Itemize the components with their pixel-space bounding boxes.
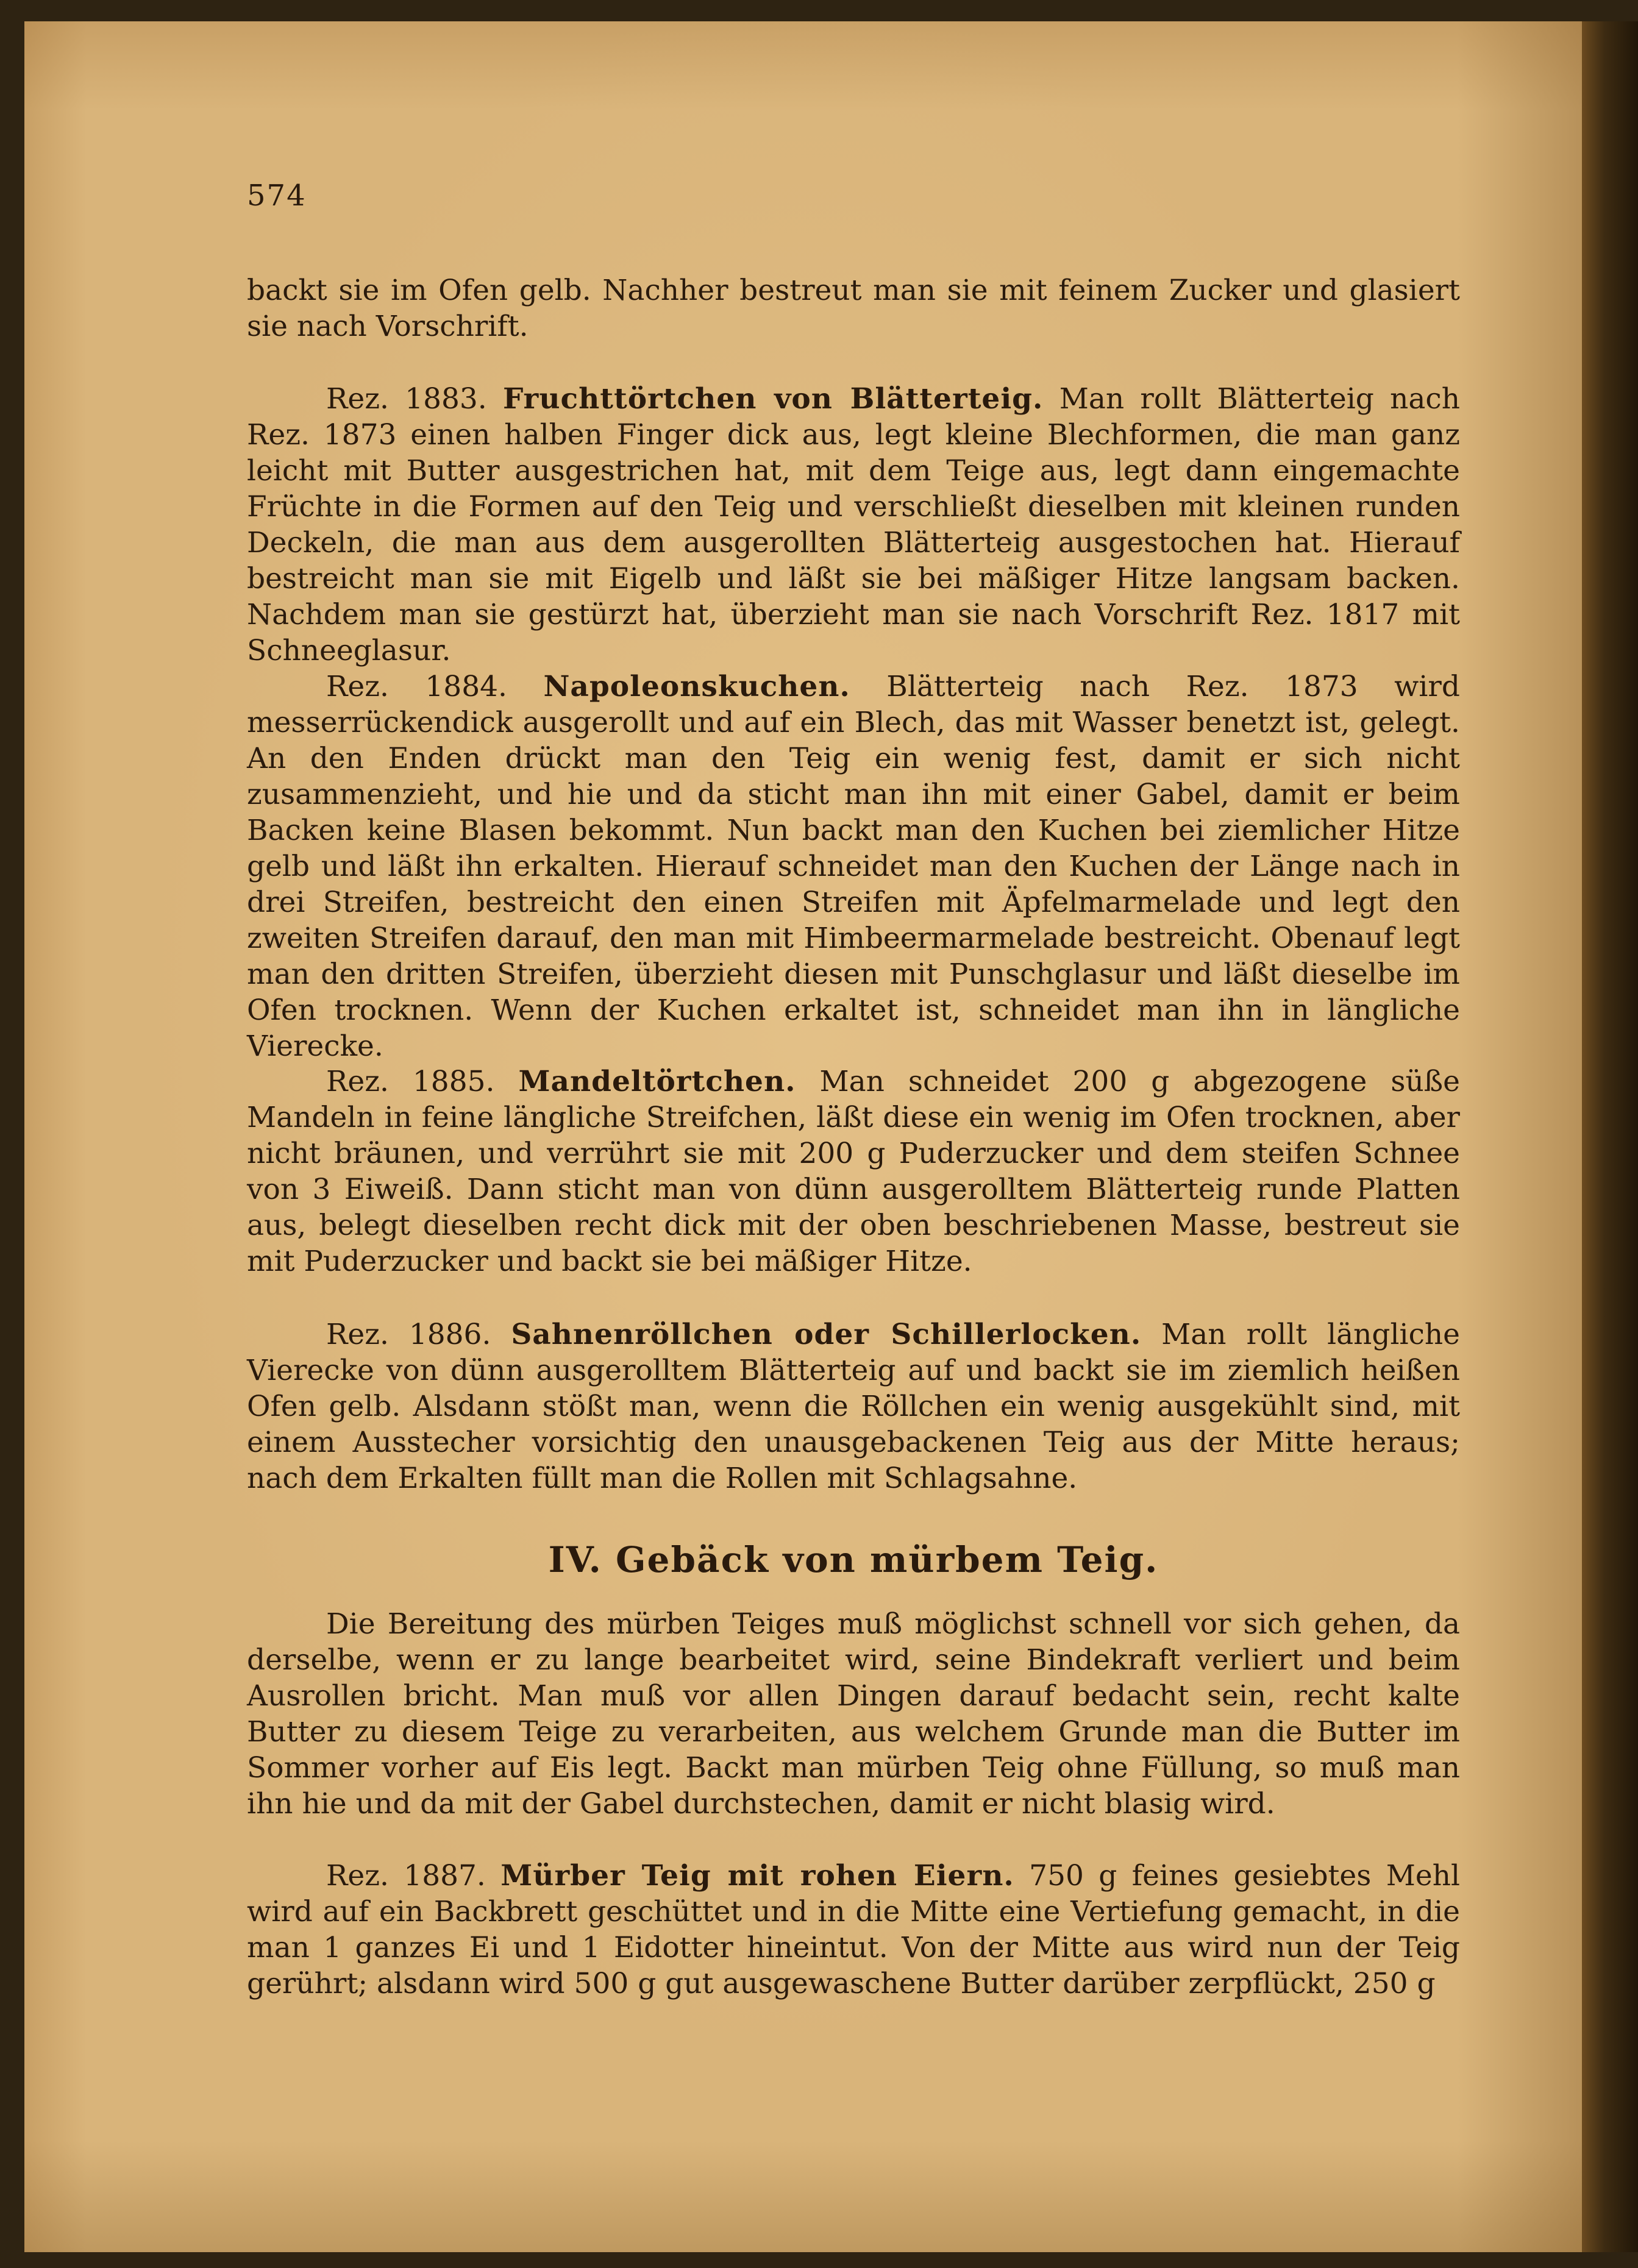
recipe-1884 xyxy=(247,669,1460,1064)
recipe-title: Mandeltörtchen. xyxy=(518,1065,796,1098)
intro-paragraph: backt sie im Ofen gelb. Nachher bestreut man sie mit feinem Zucker und glasiert sie nach Vorschrift. xyxy=(247,274,1460,343)
recipe-1883 xyxy=(247,381,1460,669)
recipe-number: Rez. 1886. xyxy=(326,1318,491,1351)
recipe-title: Mürber Teig mit rohen Eiern. xyxy=(500,1859,1014,1893)
recipe-number: Rez. 1887. xyxy=(326,1859,486,1893)
recipe-number: Rez. 1885. xyxy=(326,1065,495,1098)
recipe-text: Blätterteig nach Rez. 1873 wird messerrückendick ausgerollt und auf ein Blech, das mit Wasser benetzt ist, gelegt. An den Enden drückt man den Teig ein wenig fest, damit er sich nicht zusammenzieht, und hie und da sticht man ihn mit einer Gabel, damit er beim Backen keine Blasen bekommt. Nun backt man den Kuchen bei ziemlicher Hitze gelb und läßt ihn erkalten. Hierauf schneidet man den Kuchen der Länge nach in drei Streifen, bestreicht den einen Streifen mit Äpfelmarmelade und legt den zweiten Streifen darauf, den man mit Himbeermarmelade bestreicht. Obenauf legt man den dritten Streifen, überzieht diesen mit Punschglasur und läßt dieselbe im Ofen trocknen. Wenn der Kuchen erkaltet ist, schneidet man ihn in längliche Vierecke. xyxy=(247,670,1460,1063)
section-heading: IV. Gebäck von mürbem Teig. xyxy=(548,1539,1159,1580)
recipe-1886 xyxy=(247,1317,1460,1496)
recipe-text: Man schneidet 200 g abgezogene süße Mandeln in feine längliche Streifchen, läßt diese ein wenig im Ofen trocknen, aber nicht bräunen, und verrührt sie mit 200 g Puderzucker und dem steifen Schnee von 3 Eiweiß. Dann sticht man von dünn ausgerolltem Blätterteig runde Platten aus, belegt dieselben recht dick mit der oben beschriebenen Masse, bestreut sie mit Puderzucker und backt sie bei mäßiger Hitze. xyxy=(247,1065,1460,1278)
recipe-title: Napoleonskuchen. xyxy=(543,670,850,703)
recipe-number: Rez. 1883. xyxy=(326,382,487,416)
recipe-title: Sahnenröllchen oder Schillerlocken. xyxy=(511,1318,1142,1351)
recipe-text: 750 g feines gesiebtes Mehl wird auf ein Backbrett geschüttet und in die Mitte eine Vertiefung gemacht, in die man 1 ganzes Ei und 1 Eidotter hineintut. Von der Mitte aus wird nun der Teig gerührt; alsdann wird 500 g gut ausgewaschene Butter darüber zerpflückt, 250 g xyxy=(247,1859,1461,2000)
section-intro: Die Bereitung des mürben Teiges muß möglichst schnell vor sich gehen, da derselbe, wenn er zu lange bearbeitet wird, seine Bindekraft verliert und beim Ausrollen bricht. Man muß vor allen Dingen darauf bedacht sein, recht kalte Butter zu diesem Teige zu verarbeiten, aus welchem Grunde man die Butter im Sommer vorher auf Eis legt. Backt man mürben Teig ohne Füllung, so muß man ihn hie und da mit der Gabel durchstechen, damit er nicht blasig wird. xyxy=(247,1607,1460,1821)
recipe-1887 xyxy=(247,1858,1460,2002)
page-number: 574 xyxy=(247,179,307,213)
recipe-1885 xyxy=(247,1064,1460,1279)
recipe-text: Man rollt längliche Vierecke von dünn ausgerolltem Blätterteig auf und backt sie im ziemlich heißen Ofen gelb. Alsdann stößt man, wenn die Röllchen ein wenig ausgekühlt sind, mit einem Ausstecher vorsichtig den unausgebackenen Teig aus der Mitte heraus; nach dem Erkalten füllt man die Rollen mit Schlagsahne. xyxy=(247,1318,1460,1495)
recipe-number: Rez. 1884. xyxy=(326,670,507,703)
book-page xyxy=(24,21,1582,2252)
recipe-text: Man rollt Blätterteig nach Rez. 1873 einen halben Finger dick aus, legt kleine Blechformen, die man ganz leicht mit Butter ausgestrichen hat, mit dem Teige aus, legt dann eingemachte Früchte in die Formen auf den Teig und verschließt dieselben mit kleinen runden Deckeln, die man aus dem ausgerollten Blätterteig ausgestochen hat. Hierauf bestreicht man sie mit Eigelb und läßt sie bei mäßiger Hitze langsam backen. Nachdem man sie gestürzt hat, überzieht man sie nach Vorschrift Rez. 1817 mit Schneeglasur. xyxy=(247,382,1460,667)
recipe-title: Fruchttörtchen von Blätterteig. xyxy=(503,382,1044,416)
book-spine xyxy=(1582,21,1638,2252)
